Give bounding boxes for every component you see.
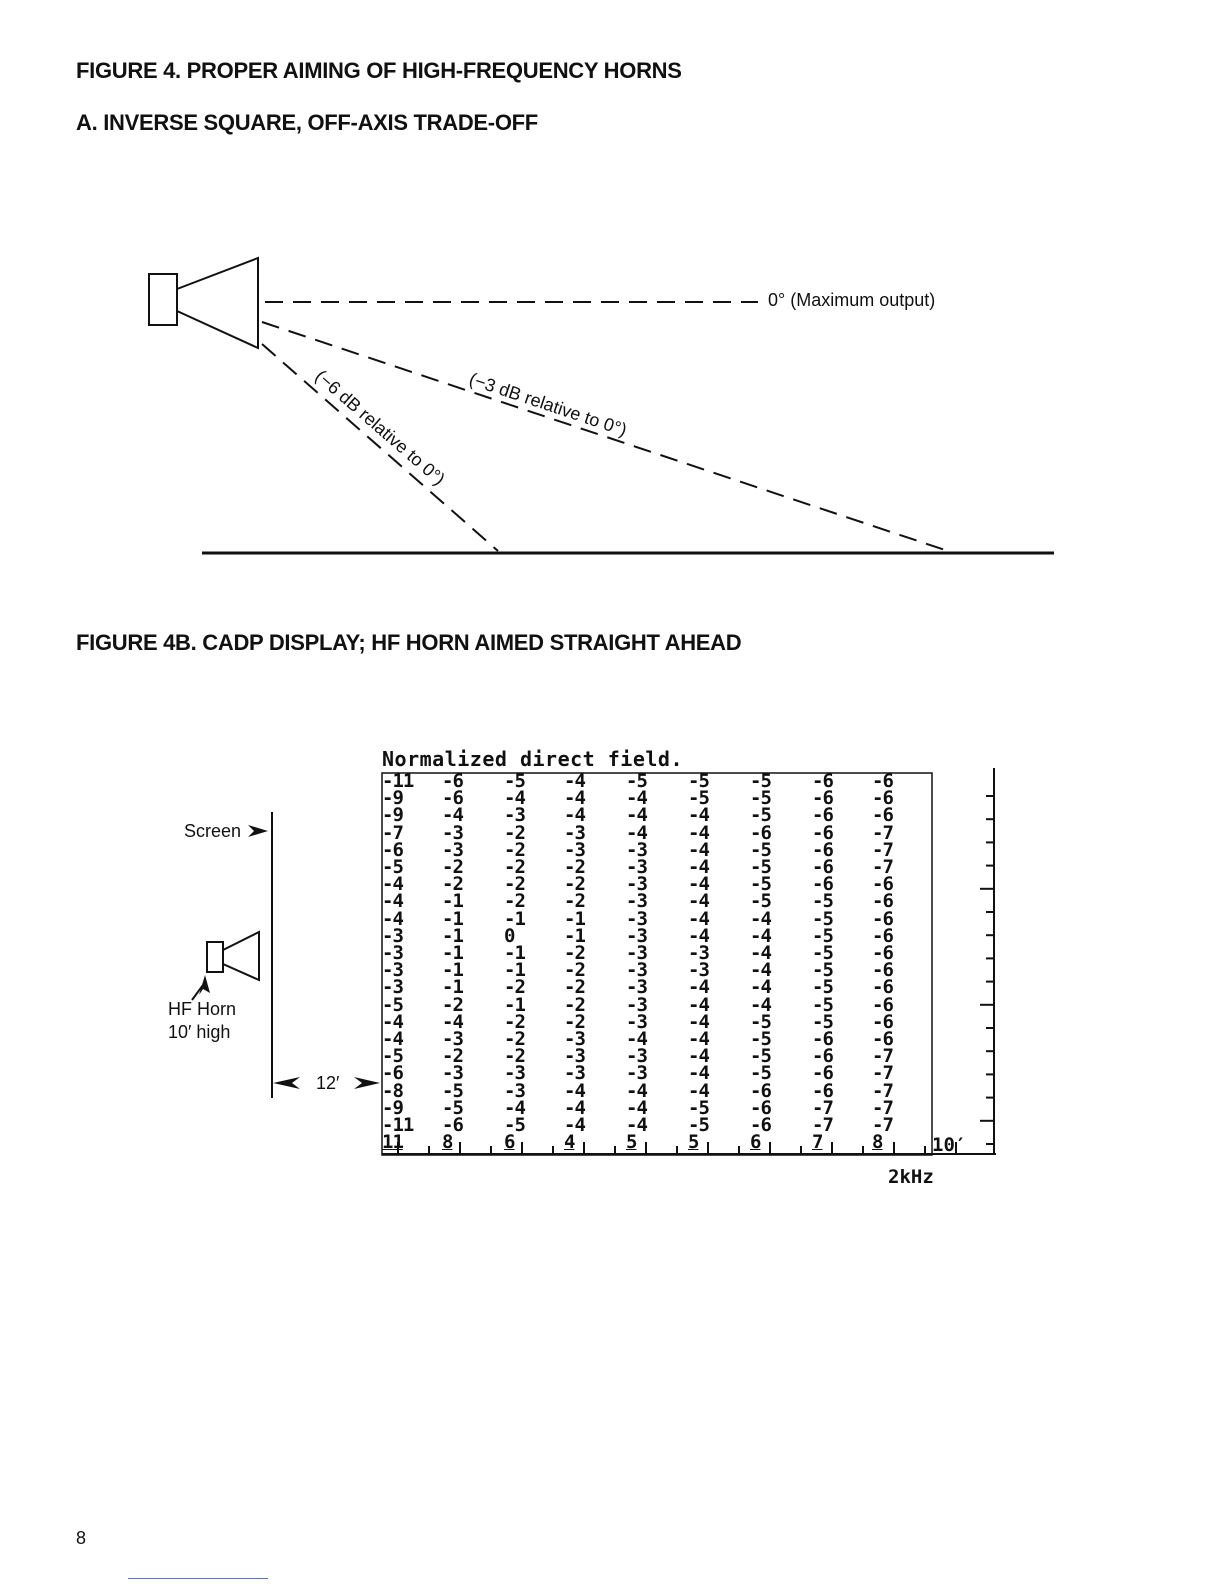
grid-cell: -4 — [750, 907, 771, 930]
grid-cell: -11 — [382, 1114, 414, 1136]
grid-cell: -5 — [688, 787, 709, 810]
grid-cell: 6 — [504, 1131, 515, 1154]
grid-cell: -4 — [564, 1114, 585, 1136]
grid-cell: -3 — [626, 856, 647, 878]
grid-cell: -1 — [442, 942, 463, 964]
grid-cell: 8 — [442, 1131, 453, 1154]
grid-cell: -2 — [442, 873, 463, 896]
grid-cell: -7 — [812, 1096, 833, 1119]
grid-cell: -6 — [872, 959, 893, 982]
grid-cell: -5 — [750, 1045, 771, 1068]
grid-cell: -5 — [812, 942, 833, 964]
grid-cell: -3 — [688, 959, 709, 982]
grid-cell: -2 — [504, 1010, 525, 1033]
grid-cell: -7 — [812, 1114, 833, 1136]
grid-cell: -1 — [504, 907, 525, 930]
grid-cell: -4 — [564, 787, 585, 810]
grid-row — [382, 838, 932, 861]
grid-cell: -3 — [504, 804, 525, 827]
grid-cell: -1 — [442, 924, 463, 947]
grid-cell: -6 — [872, 942, 893, 964]
grid-row — [382, 821, 932, 844]
grid-cell: -3 — [626, 907, 647, 930]
grid-cell: -2 — [564, 890, 585, 913]
screen-arrow-icon — [248, 825, 268, 837]
grid-cell: -3 — [626, 959, 647, 982]
grid-cell: -2 — [504, 1045, 525, 1068]
grid-cell: -5 — [812, 924, 833, 947]
grid-cell: -6 — [872, 993, 893, 1016]
grid-cell: -6 — [872, 804, 893, 827]
grid-cell: -6 — [750, 821, 771, 844]
grid-cell: -4 — [688, 890, 709, 913]
label-6db: (−6 dB relative to 0°) — [311, 365, 449, 490]
right-axis-ticks — [980, 796, 994, 1144]
grid-row — [382, 1062, 932, 1085]
grid-cell: -9 — [382, 1096, 403, 1119]
grid-cell: -6 — [872, 1028, 893, 1050]
grid-row — [382, 959, 932, 982]
grid-cell: -6 — [750, 1079, 771, 1102]
grid-cell: -2 — [564, 993, 585, 1016]
grid-cell: -7 — [872, 1096, 893, 1119]
grid-row — [382, 924, 932, 947]
grid-cell: -2 — [564, 873, 585, 896]
grid-cell: -5 — [688, 1096, 709, 1119]
grid-cell: -4 — [382, 873, 403, 896]
grid-cell: -6 — [872, 924, 893, 947]
grid-cell: -3 — [626, 1045, 647, 1068]
grid-cell: -4 — [688, 976, 709, 999]
grid-row — [382, 1045, 932, 1068]
grid-cell: -6 — [812, 1028, 833, 1050]
grid-cell: -4 — [382, 907, 403, 930]
grid-cell: -3 — [382, 924, 403, 947]
grid-cell: -4 — [382, 1028, 403, 1050]
grid-cell: -6 — [750, 1114, 771, 1136]
grid-cell: -4 — [750, 993, 771, 1016]
grid-cell: -5 — [812, 907, 833, 930]
grid-cell: -4 — [688, 856, 709, 878]
distance-left-arrow-icon — [273, 1077, 300, 1089]
grid-cell: -5 — [812, 976, 833, 999]
grid-cell: -7 — [872, 1062, 893, 1085]
grid-cell: -4 — [442, 804, 463, 827]
grid-cell: -4 — [688, 873, 709, 896]
grid-cell: -4 — [750, 942, 771, 964]
grid-cell: -5 — [750, 1028, 771, 1050]
grid-cell: -6 — [812, 787, 833, 810]
grid-row — [382, 1030, 932, 1048]
grid-cell: -5 — [382, 856, 403, 878]
grid-cell: -6 — [750, 1096, 771, 1119]
grid-row — [382, 873, 932, 896]
grid-row — [382, 907, 932, 930]
grid-cell: -1 — [442, 907, 463, 930]
grid-cell: -5 — [442, 1096, 463, 1119]
grid-cell: -3 — [504, 1062, 525, 1085]
grid-cell: -2 — [564, 976, 585, 999]
grid-cell: -1 — [504, 942, 525, 964]
grid-cell: -6 — [812, 804, 833, 827]
grid-cell: -5 — [812, 993, 833, 1016]
grid-cell: -5 — [750, 856, 771, 878]
grid-cell: -3 — [626, 1062, 647, 1085]
grid-cell: -4 — [688, 838, 709, 861]
grid-cell: -2 — [504, 1028, 525, 1050]
grid-cell: -2 — [504, 873, 525, 896]
grid-cell: -5 — [504, 1114, 525, 1136]
grid-cell: 0 — [504, 924, 515, 947]
cadp-title: Normalized direct field. — [382, 747, 683, 771]
grid-cell: -4 — [750, 976, 771, 999]
grid-cell: -6 — [382, 838, 403, 861]
label-3db: (−3 dB relative to 0°) — [466, 368, 630, 441]
grid-cell: -4 — [688, 907, 709, 930]
grid-cell: -1 — [564, 924, 585, 947]
grid-cell: -2 — [442, 856, 463, 878]
grid-cell: -6 — [812, 1079, 833, 1102]
horn-label-line1: HF Horn — [168, 999, 237, 1019]
grid-cell: -1 — [504, 959, 525, 982]
grid-cell: -5 — [688, 770, 709, 792]
grid-cell: -7 — [872, 821, 893, 844]
grid-cell: -2 — [564, 942, 585, 964]
grid-cell: -1 — [442, 976, 463, 999]
grid-cell: -4 — [688, 1079, 709, 1102]
grid-cell: -3 — [442, 1062, 463, 1085]
grid-cell: -6 — [872, 873, 893, 896]
page-number: 8 — [76, 1528, 87, 1548]
grid-cell: -7 — [872, 1114, 893, 1136]
grid-cell: -5 — [750, 1010, 771, 1033]
grid-cell: -6 — [442, 1114, 463, 1136]
grid-cell: -3 — [626, 942, 647, 964]
grid-cell: -2 — [504, 976, 525, 999]
hf-horn-flare-icon — [223, 932, 259, 980]
grid-cell: -3 — [564, 1028, 585, 1050]
grid-cell: -7 — [872, 1045, 893, 1068]
grid-cell: -5 — [750, 838, 771, 861]
grid-cell: -4 — [382, 890, 403, 913]
grid-cell: -4 — [750, 959, 771, 982]
grid-row — [382, 1010, 932, 1033]
grid-cell: -4 — [626, 1114, 647, 1136]
horn-pointer-arrow-icon — [199, 975, 210, 995]
grid-cell: -5 — [812, 890, 833, 913]
grid-cell: 11 — [382, 1131, 403, 1154]
grid-cell: -6 — [812, 821, 833, 844]
grid-cell: -3 — [504, 1079, 525, 1102]
grid-cell: -4 — [564, 770, 585, 792]
grid-cell: -3 — [442, 1028, 463, 1050]
grid-row — [382, 772, 932, 790]
frequency-label: 2kHz — [888, 1166, 934, 1188]
grid-cell: -3 — [442, 821, 463, 844]
grid-cell: -3 — [382, 959, 403, 982]
grid-cell: -9 — [382, 787, 403, 810]
grid-cell: -3 — [688, 942, 709, 964]
grid-row — [382, 787, 932, 810]
grid-cell: -4 — [688, 1045, 709, 1068]
grid-cell: -2 — [504, 838, 525, 861]
grid-cell: -5 — [382, 1045, 403, 1068]
grid-cell: -4 — [688, 924, 709, 947]
grid-cell: -5 — [382, 993, 403, 1016]
distance-label: 12′ — [316, 1073, 340, 1093]
grid-cell: -1 — [504, 993, 525, 1016]
grid-row — [382, 1096, 932, 1119]
figure-4b-heading: FIGURE 4B. CADP DISPLAY; HF HORN AIMED STRAIGHT AHEAD — [76, 630, 742, 655]
grid-cell: -2 — [442, 1045, 463, 1068]
grid-cell: -2 — [504, 856, 525, 878]
grid-row — [382, 1079, 932, 1102]
grid-cell: -1 — [442, 890, 463, 913]
figure-4a-subheading: A. INVERSE SQUARE, OFF-AXIS TRADE-OFF — [76, 110, 538, 135]
grid-cell: 5 — [626, 1131, 637, 1154]
grid-cell: -4 — [750, 924, 771, 947]
grid-cell: -2 — [504, 821, 525, 844]
grid-row — [382, 890, 932, 913]
grid-row — [382, 804, 932, 827]
grid-cell: -6 — [872, 770, 893, 792]
grid-cell: -3 — [564, 1045, 585, 1068]
grid-cell: -4 — [626, 787, 647, 810]
grid-row — [382, 976, 932, 999]
grid-cell: -4 — [626, 1096, 647, 1119]
grid-row — [382, 858, 932, 876]
grid-cell: -2 — [564, 856, 585, 878]
grid-cell: -2 — [564, 1010, 585, 1033]
grid-cell: -3 — [626, 890, 647, 913]
grid-cell: -4 — [688, 1062, 709, 1085]
grid-cell: -4 — [688, 804, 709, 827]
grid-cell: -3 — [626, 1010, 647, 1033]
screen-label: Screen — [184, 821, 242, 841]
grid-cell: 8 — [872, 1131, 883, 1154]
figure-4-heading: FIGURE 4. PROPER AIMING OF HIGH-FREQUENCY HORNS — [76, 58, 682, 83]
label-0deg: 0° (Maximum output) — [768, 290, 936, 310]
grid-cell: -6 — [442, 787, 463, 810]
grid-cell: -1 — [564, 907, 585, 930]
grid-cell: -4 — [688, 993, 709, 1016]
grid-cell: -6 — [872, 907, 893, 930]
grid-cell: -4 — [688, 1010, 709, 1033]
grid-cell: -6 — [812, 873, 833, 896]
grid-cell: -3 — [382, 942, 403, 964]
grid-cell: -5 — [688, 1114, 709, 1136]
grid-cell: -7 — [872, 838, 893, 861]
grid-row — [382, 993, 932, 1016]
grid-cell: -6 — [812, 1045, 833, 1068]
grid-cell: -3 — [626, 838, 647, 861]
grid-cell: -6 — [812, 770, 833, 792]
grid-cell: -2 — [442, 993, 463, 1016]
grid-cell: -5 — [504, 770, 525, 792]
grid-cell: -4 — [626, 1028, 647, 1050]
grid-cell: -4 — [504, 1096, 525, 1119]
grid-cell: -3 — [626, 924, 647, 947]
grid-cell: -7 — [872, 856, 893, 878]
grid-cell: -3 — [382, 976, 403, 999]
grid-cell: -3 — [626, 873, 647, 896]
grid-cell: -4 — [382, 1010, 403, 1033]
grid-cell: -3 — [442, 838, 463, 861]
grid-cell: -6 — [812, 838, 833, 861]
grid-row — [382, 1131, 932, 1154]
grid-cell: -3 — [564, 1062, 585, 1085]
horn-label-line2: 10′ high — [168, 1022, 231, 1042]
grid-cell: -5 — [812, 959, 833, 982]
grid-cell: -7 — [382, 821, 403, 844]
grid-cell: -4 — [442, 1010, 463, 1033]
grid-cell: -5 — [442, 1079, 463, 1102]
grid-cell: -5 — [626, 770, 647, 792]
grid-cell: -4 — [688, 821, 709, 844]
grid-cell: -5 — [750, 1062, 771, 1085]
grid-cell: 7 — [812, 1131, 823, 1154]
grid-cell: -4 — [564, 804, 585, 827]
grid-cell: -6 — [872, 787, 893, 810]
grid-row — [382, 944, 932, 962]
grid-cell: -5 — [750, 890, 771, 913]
grid-cell: -4 — [626, 821, 647, 844]
scale-label: 10′ — [932, 1134, 967, 1156]
grid-cell: -5 — [750, 787, 771, 810]
grid-cell: -6 — [872, 976, 893, 999]
hf-horn-driver-icon — [207, 942, 223, 972]
grid-cell: -6 — [872, 890, 893, 913]
grid-cell: -5 — [750, 804, 771, 827]
grid-cell: -11 — [382, 770, 414, 792]
grid-cell: -3 — [564, 838, 585, 861]
grid-cell: -4 — [504, 787, 525, 810]
grid-cell: 4 — [564, 1131, 575, 1154]
distance-right-arrow-icon — [354, 1077, 380, 1089]
grid-cell: -6 — [812, 856, 833, 878]
cadp-value-grid — [382, 772, 932, 1152]
grid-cell: -3 — [564, 821, 585, 844]
grid-cell: -8 — [382, 1079, 403, 1102]
grid-cell: -6 — [382, 1062, 403, 1085]
grid-cell: -4 — [564, 1079, 585, 1102]
grid-cell: -4 — [688, 1028, 709, 1050]
grid-cell: -7 — [872, 1079, 893, 1102]
grid-cell: -4 — [564, 1096, 585, 1119]
footer-rule — [128, 1578, 268, 1579]
grid-cell: -6 — [812, 1062, 833, 1085]
grid-cell: 6 — [750, 1131, 761, 1154]
grid-cell: -1 — [442, 959, 463, 982]
grid-row — [382, 1116, 932, 1134]
grid-cell: -3 — [626, 976, 647, 999]
grid-cell: -5 — [812, 1010, 833, 1033]
grid-cell: -3 — [626, 993, 647, 1016]
grid-cell: -6 — [872, 1010, 893, 1033]
grid-cell: -4 — [626, 1079, 647, 1102]
grid-cell: -2 — [564, 959, 585, 982]
grid-cell: -4 — [626, 804, 647, 827]
grid-cell: -5 — [750, 873, 771, 896]
grid-cell: 5 — [688, 1131, 699, 1154]
grid-cell: -6 — [442, 770, 463, 792]
grid-cell: -9 — [382, 804, 403, 827]
grid-cell: -5 — [750, 770, 771, 792]
grid-cell: -2 — [504, 890, 525, 913]
